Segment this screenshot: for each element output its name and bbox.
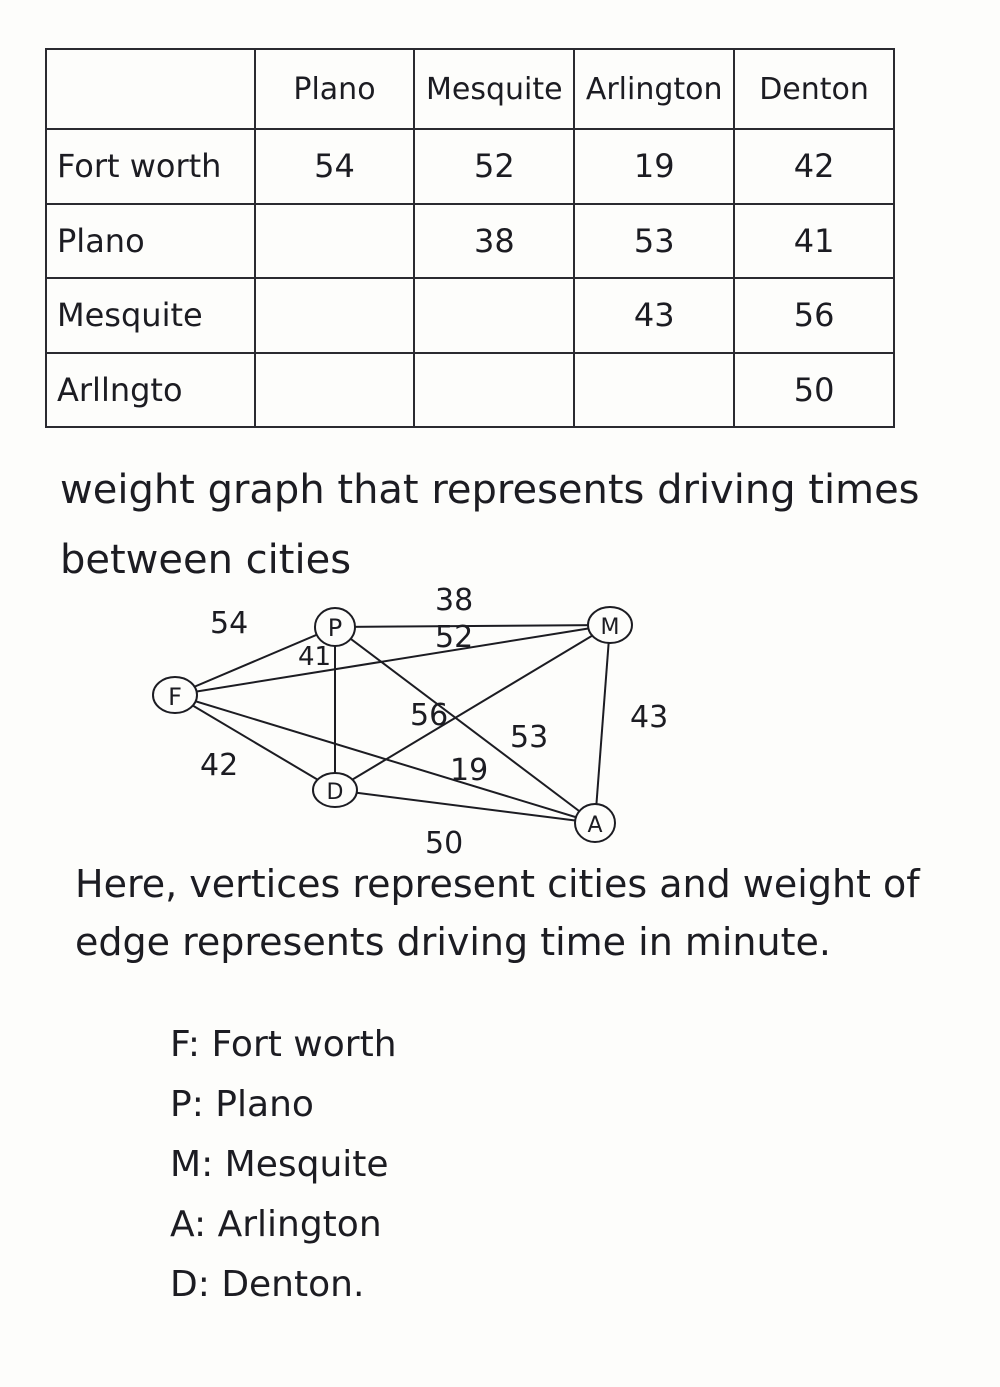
- legend-item: M: Mesquite: [170, 1144, 389, 1185]
- table-cell: [414, 353, 574, 428]
- edge-f-d: [175, 695, 335, 790]
- row-label-arlington: Arllngto: [46, 353, 255, 428]
- row-label-plano: Plano: [46, 204, 255, 279]
- distance-table-container: [45, 48, 895, 428]
- weighted-graph: [130, 575, 690, 860]
- column-header-arlington: Arlington: [574, 49, 734, 129]
- edge-m-a: [595, 625, 610, 823]
- table-cell: 38: [414, 204, 574, 279]
- table-cell: 19: [574, 129, 734, 204]
- vertex-label-a: A: [587, 813, 603, 838]
- legend-item: D: Denton.: [170, 1264, 365, 1305]
- row-label-fort-worth: Fort worth: [46, 129, 255, 204]
- legend-item: A: Arlington: [170, 1204, 382, 1245]
- table-cell: [574, 353, 734, 428]
- vertex-m: [588, 607, 632, 643]
- vertex-label-p: P: [327, 614, 343, 642]
- edge-d-a: [335, 790, 595, 823]
- row-label-mesquite: Mesquite: [46, 278, 255, 353]
- vertex-label-f: F: [168, 683, 182, 711]
- legend-value: Mesquite: [224, 1144, 389, 1185]
- legend-key: A: [170, 1204, 194, 1245]
- vertex-label-d: D: [326, 780, 344, 805]
- legend-value: Denton.: [221, 1264, 365, 1305]
- vertex-a: [575, 804, 615, 842]
- legend-item: F: Fort worth: [170, 1024, 397, 1065]
- table-cell: 41: [734, 204, 894, 279]
- table-cell: [414, 278, 574, 353]
- column-header-mesquite: Mesquite: [414, 49, 574, 129]
- legend-key: P: [170, 1084, 192, 1125]
- edge-weight-m-a: 43: [630, 700, 669, 735]
- edge-weight-m-d: 56: [410, 698, 449, 733]
- table-cell: 54: [255, 129, 415, 204]
- legend-value: Arlington: [217, 1204, 382, 1245]
- distance-table: [45, 48, 895, 428]
- table-cell: 50: [734, 353, 894, 428]
- graph-caption: weight graph that represents driving times between cities: [60, 467, 920, 583]
- edge-weight-f-a: 19: [450, 753, 489, 788]
- legend-item: P: Plano: [170, 1084, 314, 1125]
- legend-value: Fort worth: [211, 1024, 397, 1065]
- legend-key: D: [170, 1264, 198, 1305]
- legend-key: M: [170, 1144, 202, 1185]
- table-cell: 53: [574, 204, 734, 279]
- table-row: [46, 204, 894, 279]
- table-row: [46, 278, 894, 353]
- vertex-f: [153, 677, 197, 713]
- vertex-p: [315, 608, 355, 646]
- vertex-legend: [170, 1015, 397, 1315]
- legend-value: Plano: [215, 1084, 314, 1125]
- edge-weight-p-d: 41: [298, 642, 332, 672]
- vertex-label-m: M: [600, 615, 620, 640]
- table-row: [46, 353, 894, 428]
- vertex-d: [313, 773, 357, 807]
- table-cell: 43: [574, 278, 734, 353]
- column-header-denton: Denton: [734, 49, 894, 129]
- explanation-text: Here, vertices represent cities and weight of edge represents driving time in minute.: [75, 862, 920, 964]
- table-header-row: [46, 49, 894, 129]
- table-cell: [255, 204, 415, 279]
- edge-weight-d-a: 50: [425, 826, 464, 860]
- edge-weight-p-m: 38: [435, 583, 474, 618]
- table-cell: 42: [734, 129, 894, 204]
- legend-key: F: [170, 1024, 188, 1065]
- table-header-corner: [46, 49, 255, 129]
- edge-weight-p-a: 53: [510, 720, 549, 755]
- edge-weight-f-p: 54: [210, 606, 249, 641]
- table-cell: [255, 353, 415, 428]
- table-cell: 52: [414, 129, 574, 204]
- edge-weight-f-m: 52: [435, 620, 474, 655]
- table-cell: [255, 278, 415, 353]
- table-row: [46, 129, 894, 204]
- table-cell: 56: [734, 278, 894, 353]
- column-header-plano: Plano: [255, 49, 415, 129]
- edge-weight-f-d: 42: [200, 748, 239, 783]
